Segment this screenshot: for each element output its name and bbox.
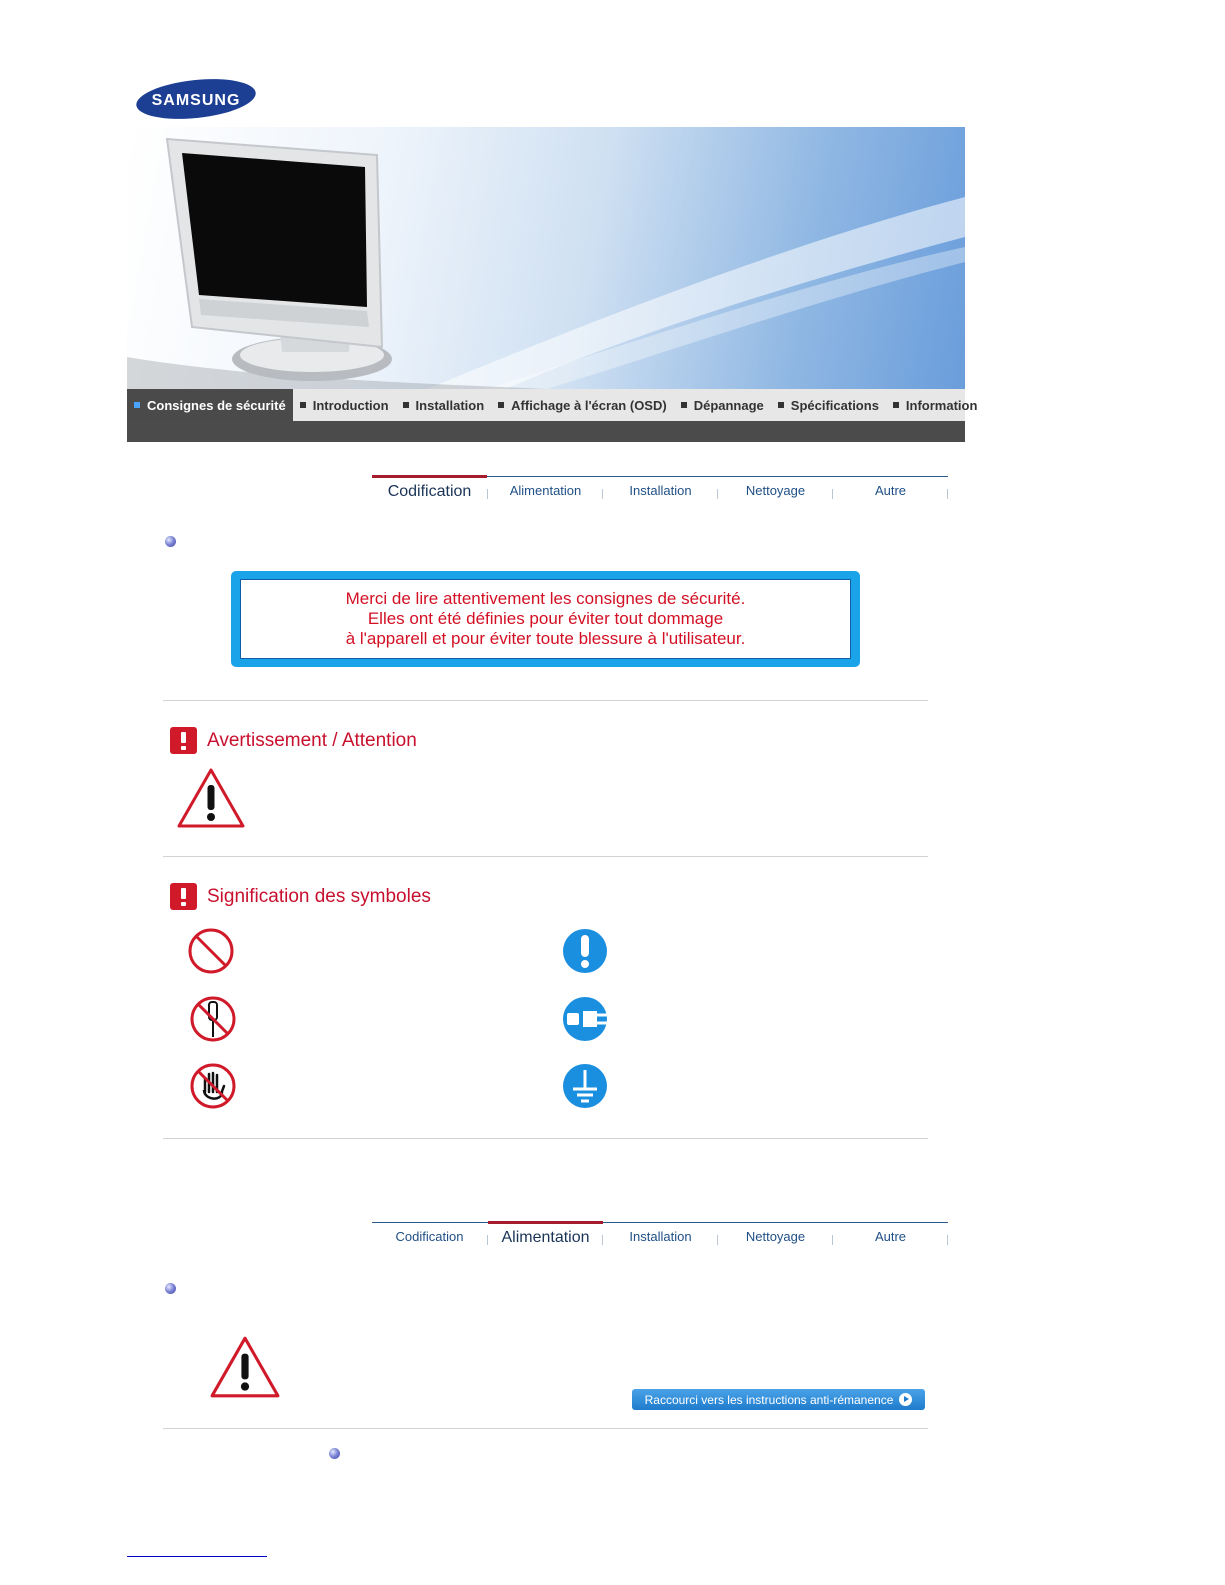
nav-item-specifications[interactable]: [771, 389, 886, 421]
nav-item-label: Consignes de sécurité: [147, 397, 286, 413]
anti-burn-in-shortcut-button[interactable]: [632, 1389, 925, 1410]
nav-item-introduction[interactable]: [293, 389, 396, 421]
safety-notice-inner: [240, 579, 851, 659]
section-title: Signification des symboles: [207, 885, 431, 907]
button-label: Raccourci vers les instructions anti-rémanence: [644, 1392, 894, 1407]
nav-underbar: [127, 421, 965, 442]
bullet-square-icon: [300, 402, 306, 408]
do-not-touch-icon: [189, 1062, 237, 1110]
tab-installation[interactable]: Installation: [629, 1229, 692, 1244]
tab-autre[interactable]: Autre: [874, 1229, 907, 1244]
ground-icon: [561, 1062, 609, 1110]
exclamation-badge-icon: [170, 883, 197, 910]
subtabs-bottom: [372, 1222, 948, 1253]
no-disassembly-icon: [189, 995, 237, 1043]
bullet-square-icon: [778, 402, 784, 408]
divider: [163, 700, 928, 701]
subtabs-top: [372, 476, 948, 507]
bullet-square-icon: [893, 402, 899, 408]
tab-nettoyage[interactable]: Nettoyage: [745, 1229, 806, 1244]
bullet-square-icon: [498, 402, 504, 408]
nav-item-troubleshooting[interactable]: [674, 389, 771, 421]
warning-triangle-icon: [209, 1335, 281, 1399]
bullet-square-icon: [403, 402, 409, 408]
tab-installation[interactable]: Installation: [629, 483, 692, 498]
play-arrow-icon: [899, 1393, 912, 1406]
tab-codification[interactable]: Codification: [372, 475, 487, 508]
link-underline[interactable]: [127, 1556, 267, 1557]
tab-alimentation[interactable]: Alimentation: [509, 483, 582, 498]
nav-item-installation[interactable]: [396, 389, 492, 421]
nav-item-label: Information: [905, 397, 978, 413]
divider: [163, 856, 928, 857]
nav-item-information[interactable]: [886, 389, 985, 421]
notice-line: Elles ont été définies pour éviter tout dommage: [367, 609, 724, 628]
divider: [163, 1138, 928, 1139]
exclamation-badge-icon: [170, 727, 197, 754]
nav-item-label: Affichage à l'écran (OSD): [511, 397, 667, 413]
nav-item-osd[interactable]: [491, 389, 674, 421]
tab-alimentation[interactable]: Alimentation: [488, 1221, 603, 1254]
mandatory-icon: [561, 927, 609, 975]
nav-item-label: Introduction: [312, 397, 389, 413]
bullet-icon: [165, 536, 176, 547]
main-nav: [127, 389, 978, 421]
monitor-illustration: [127, 127, 965, 389]
divider: [163, 1428, 928, 1429]
notice-line: à l'apparell et pour éviter toute blessure à l'utilisateur.: [345, 629, 746, 648]
tab-nettoyage[interactable]: Nettoyage: [745, 483, 806, 498]
section-title: Avertissement / Attention: [207, 729, 417, 751]
tab-separator: [947, 1235, 948, 1245]
nav-item-safety[interactable]: [127, 389, 293, 421]
nav-item-label: Installation: [415, 397, 485, 413]
tab-codification[interactable]: Codification: [395, 1229, 464, 1244]
section-warning-header: [170, 727, 417, 754]
header-banner: [127, 127, 965, 389]
tab-autre[interactable]: Autre: [874, 483, 907, 498]
bullet-square-icon: [134, 402, 140, 408]
bullet-square-icon: [681, 402, 687, 408]
bullet-icon: [165, 1283, 176, 1294]
samsung-logo: [135, 78, 257, 120]
bullet-icon: [329, 1448, 340, 1459]
tab-separator: [947, 489, 948, 499]
nav-item-label: Dépannage: [693, 397, 764, 413]
nav-item-label: Spécifications: [790, 397, 879, 413]
section-symbols-header: [170, 883, 431, 910]
notice-line: Merci de lire attentivement les consignes de sécurité.: [345, 589, 746, 608]
warning-triangle-icon: [176, 767, 246, 829]
prohibited-icon: [187, 927, 235, 975]
logo-text: SAMSUNG: [151, 92, 241, 109]
safety-notice-box: [231, 571, 860, 667]
unplug-icon: [561, 995, 613, 1043]
